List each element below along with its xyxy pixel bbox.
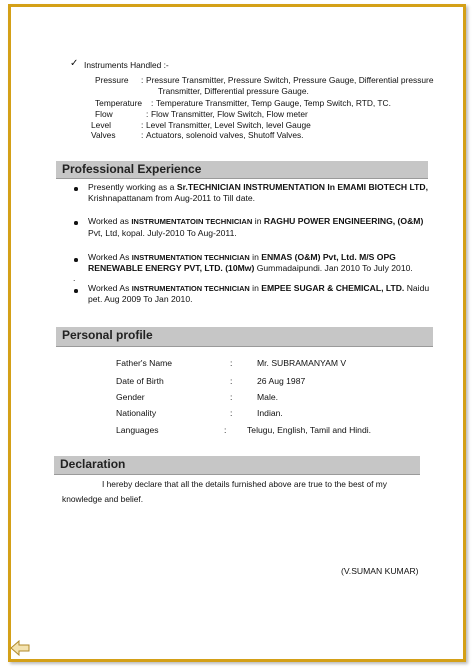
section-title: Declaration — [60, 457, 126, 471]
experience-item-4 — [88, 283, 429, 294]
experience-item-1-line2: Krishnapattanam from Aug-2011 to Till date. — [88, 193, 256, 203]
profile-value-nationality: Indian. — [257, 408, 283, 418]
instrument-sep: : — [141, 75, 144, 85]
section-professional-experience — [56, 161, 428, 179]
instrument-value-pressure-cont: Transmitter, Differential pressure Gauge. — [158, 86, 309, 96]
instrument-label-valves: Valves — [91, 130, 116, 140]
text: Worked as — [88, 216, 132, 226]
instrument-label-pressure: Pressure — [95, 75, 129, 85]
check-icon: ✓ — [70, 58, 79, 69]
text: in — [249, 252, 262, 262]
instruments-heading: Instruments Handled :- — [84, 60, 169, 70]
company-bold: RAGHU POWER ENGINEERING, (O&M) — [263, 216, 424, 226]
experience-item-3-line2 — [88, 263, 413, 274]
role-bold: INSTRUMENTATOIN TECHNICIAN — [131, 217, 253, 226]
profile-sep: : — [230, 392, 233, 402]
section-declaration — [54, 456, 420, 475]
profile-label-gender: Gender — [116, 392, 145, 402]
text: in — [249, 283, 262, 293]
profile-sep: : — [230, 408, 233, 418]
profile-value-father: Mr. SUBRAMANYAM V — [257, 358, 347, 368]
text: in — [252, 216, 264, 226]
instrument-value-valves: Actuators, solenoid valves, Shutoff Valves. — [146, 130, 304, 140]
profile-label-father: Father's Name — [116, 358, 173, 368]
text: Presently working as a — [88, 182, 177, 192]
profile-sep: : — [224, 425, 227, 435]
company-bold: EMPEE SUGAR & CHEMICAL, LTD. — [261, 283, 405, 293]
instrument-label-level: Level — [91, 120, 112, 130]
bullet-icon — [74, 258, 78, 262]
section-title: Professional Experience — [62, 162, 202, 176]
profile-value-dob: 26 Aug 1987 — [257, 376, 306, 386]
experience-item-1 — [88, 182, 428, 193]
experience-item-2-line2: Pvt, Ltd, kopal. July-2010 To Aug-2011. — [88, 228, 237, 238]
instrument-label-flow: Flow — [95, 109, 113, 119]
profile-value-languages: Telugu, English, Tamil and Hindi. — [247, 425, 372, 435]
profile-sep: : — [230, 376, 233, 386]
instrument-sep: : — [141, 120, 144, 130]
section-title: Personal profile — [62, 328, 153, 342]
company-bold: ENMAS (O&M) Pvt, Ltd. M/S OPG — [261, 252, 396, 262]
experience-item-2 — [88, 216, 423, 227]
bullet-icon — [74, 289, 78, 293]
instrument-value-temperature: Temperature Transmitter, Temp Gauge, Temp Switch, RTD, TC. — [156, 98, 391, 108]
profile-sep: : — [230, 358, 233, 368]
company-bold: Sr.TECHNICIAN INSTRUMENTATION In EMAMI BIOTECH LTD, — [176, 182, 428, 192]
back-arrow-icon[interactable] — [10, 640, 30, 656]
instrument-sep: : — [146, 109, 149, 119]
bullet-icon — [74, 221, 78, 225]
declaration-text-line2: knowledge and belief. — [62, 494, 144, 504]
instrument-sep: : — [141, 130, 144, 140]
profile-value-gender: Male. — [257, 392, 279, 402]
section-personal-profile — [56, 327, 433, 347]
instrument-sep: : — [151, 98, 154, 108]
experience-item-4-line2: pet. Aug 2009 To Jan 2010. — [88, 294, 193, 304]
instrument-label-temperature: Temperature — [95, 98, 143, 108]
instrument-value-level: Level Transmitter, Level Switch, level Gauge — [146, 120, 311, 130]
text: Naidu — [404, 283, 430, 293]
text: Worked As — [88, 283, 132, 293]
signature-name: (V.SUMAN KUMAR) — [341, 566, 419, 576]
company-bold: RENEWABLE ENERGY PVT, LTD. (10Mw) — [88, 263, 255, 273]
text: Gummadaipundi. Jan 2010 To July 2010. — [254, 263, 413, 273]
experience-item-3 — [88, 252, 396, 263]
instrument-value-pressure: Pressure Transmitter, Pressure Switch, Pressure Gauge, Differential pressure — [146, 75, 434, 85]
profile-label-dob: Date of Birth — [116, 376, 164, 386]
declaration-text-line1: I hereby declare that all the details furnished above are true to the best of my — [102, 479, 387, 489]
bullet-icon — [74, 187, 78, 191]
profile-label-nationality: Nationality — [116, 408, 157, 418]
role-bold: INSTRUMENTATION TECHNICIAN — [131, 284, 250, 293]
stray-dot: . — [73, 273, 76, 283]
profile-label-languages: Languages — [116, 425, 159, 435]
instrument-value-flow: Flow Transmitter, Flow Switch, Flow meter — [151, 109, 308, 119]
text: Worked As — [88, 252, 132, 262]
role-bold: INSTRUMENTATION TECHNICIAN — [131, 253, 250, 262]
